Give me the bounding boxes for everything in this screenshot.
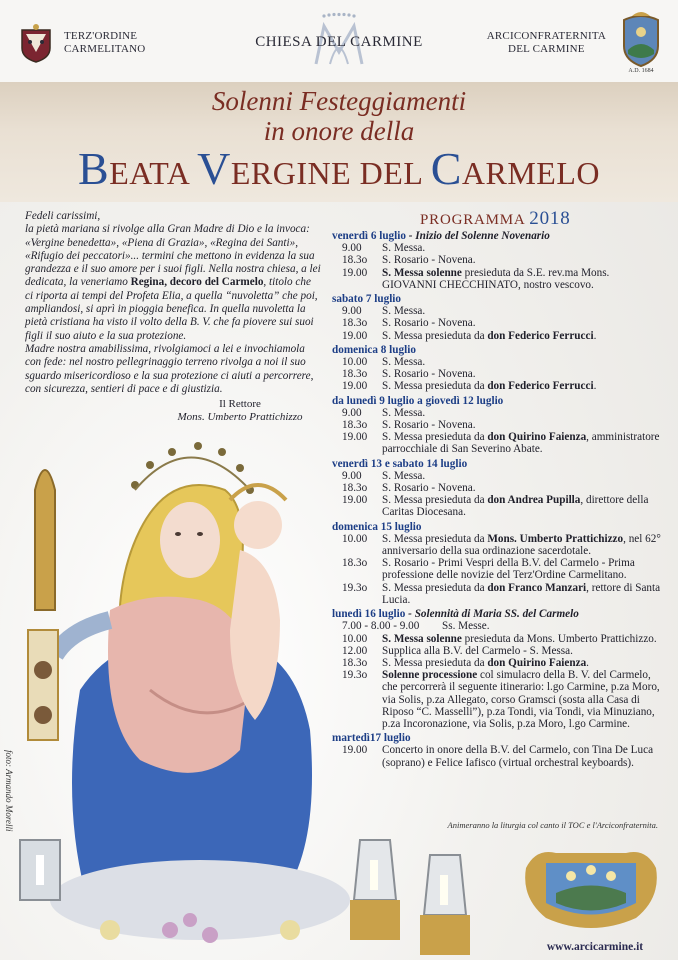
carmelite-crest-icon	[18, 22, 54, 64]
program-event-time: 9.00	[342, 305, 362, 318]
program-event-time: 18.3o	[342, 482, 368, 495]
intro-body-2: , titolo che ci riporta ai tempi del Profeta Elia, a quella “nuvoletta” che poi, ampliandosi, si aprì in pioggia benefica. In quella nuvoletta la pietà cristiana ha visto il volto della B. V. che fa piovere sui suoi figli il suo aiuto e la sua protezione.	[25, 276, 318, 342]
header-right-line1: ARCICONFRATERNITA	[486, 30, 606, 42]
program-event-time: 9.00	[342, 242, 362, 255]
website-link[interactable]: www.arcicarmine.it	[546, 941, 644, 953]
program-event-bold: don Federico Ferrucci	[487, 329, 594, 342]
header-left	[18, 22, 145, 64]
program-event	[332, 317, 662, 329]
program-day-date: venerdì 6 luglio	[332, 230, 406, 242]
program-event-pre: S. Messa presieduta da	[382, 532, 488, 545]
program-event-bold: don Andrea Pupilla	[487, 494, 581, 507]
header-right-line2: DEL CARMINE	[508, 43, 585, 55]
title-main	[0, 142, 678, 195]
header-left-line1: TERZ'ORDINE	[64, 30, 138, 42]
program-event	[332, 494, 662, 518]
program-event	[332, 380, 662, 392]
program-day-date: da lunedì 9 luglio a giovedì 12 luglio	[332, 394, 504, 407]
program-event-bold: don Franco Manzari	[487, 581, 587, 594]
program-event-time: 9.00	[342, 406, 362, 419]
program-event	[332, 356, 662, 368]
program-event-time: 18.3o	[342, 557, 368, 570]
program-day	[332, 293, 662, 342]
header-right	[487, 10, 664, 76]
program-event-text	[382, 744, 662, 768]
program-day	[332, 230, 662, 291]
program-event	[332, 330, 662, 342]
program-event-text	[382, 254, 662, 266]
program-event-text	[382, 380, 662, 392]
program-event-time: 9.00	[342, 469, 362, 482]
title-part-eata: EATA	[109, 155, 198, 191]
program-event	[332, 431, 662, 455]
program-event-bold: Solenne processione	[382, 669, 478, 682]
program-event-time: 10.00	[342, 632, 368, 645]
intro-highlight: Regina, decoro del Carmelo	[130, 276, 264, 289]
program-day-title	[332, 458, 662, 470]
program-event-pre: Supplica alla B.V. del Carmelo - S. Messa.	[382, 644, 573, 657]
program-event-text	[382, 407, 662, 419]
program-event-pre: S. Rosario - Novena.	[382, 317, 476, 330]
header-left-line2: CARMELITANO	[64, 43, 146, 55]
program-event-pre: S. Messa presieduta da	[382, 494, 488, 507]
parish-coat-of-arms-icon	[516, 838, 666, 938]
program-event-post: , rettore di Santa Lucia.	[382, 581, 661, 606]
program-event-text	[382, 242, 662, 254]
program-day-date: domenica 8 luglio	[332, 343, 416, 356]
program-day-title	[332, 732, 662, 744]
program-day-title	[332, 230, 662, 242]
program-event-pre: S. Messa.	[382, 242, 426, 255]
program-event	[332, 267, 662, 291]
program-day-subtitle: - Inizio del Solenne Novenario	[405, 230, 550, 242]
program-event-post: , direttore della Caritas Diocesana.	[382, 494, 649, 519]
program-event-pre: S. Rosario - Novena.	[382, 419, 476, 432]
program-event-text	[382, 419, 662, 431]
intro-paragraph-1	[25, 223, 321, 343]
signature-name: Mons. Umberto Prattichizzo	[177, 411, 303, 423]
program-event-text	[382, 305, 662, 317]
intro-salutation: Fedeli carissimi,	[25, 210, 101, 222]
program-event-time: 19.00	[342, 329, 368, 342]
program-event-time: 19.3o	[342, 581, 368, 594]
program-event-text	[382, 582, 662, 606]
title-cap-c: C	[430, 143, 462, 194]
program-event-bold: don Quirino Faienza	[487, 431, 587, 444]
program-event-pre: S. Messa.	[382, 406, 426, 419]
emblem-date: A.D. 1684	[628, 68, 654, 74]
signature-role: Il Rettore	[219, 398, 261, 410]
program-day-title	[332, 521, 662, 533]
program-event-time: 18.3o	[342, 317, 368, 330]
header	[0, 0, 678, 82]
program-event-text	[382, 368, 662, 380]
program-day-title	[332, 395, 662, 407]
program-day-date: venerdì 13 e sabato 14 luglio	[332, 457, 468, 470]
program-event-time: 19.00	[342, 266, 368, 279]
program-event-time: 19.00	[342, 494, 368, 507]
program-event-text	[382, 267, 662, 291]
program-event-time: 18.3o	[342, 254, 368, 267]
program-day-date: martedì17 luglio	[332, 732, 411, 745]
program-day-date: sabato 7 luglio	[332, 293, 402, 306]
program-event-pre: S. Rosario - Primi Vespri della B.V. del Carmelo - Prima professione delle novizie del Terz'Ordine Carmelitano.	[382, 557, 635, 582]
program-event	[332, 242, 662, 254]
program-event-time: 19.00	[342, 431, 368, 444]
program-event-pre: Ss. Messe.	[442, 620, 490, 633]
program-event-post: .	[586, 656, 589, 669]
program-event-pre: S. Messa.	[382, 356, 426, 369]
program-year: 2018	[529, 208, 571, 229]
title-cap-b: B	[78, 143, 110, 194]
program-event-time: 19.00	[342, 744, 368, 757]
program-day	[332, 458, 662, 519]
program-event-text	[382, 470, 662, 482]
program-event	[332, 533, 662, 557]
program-event	[332, 254, 662, 266]
program-event	[332, 669, 662, 730]
program-event-text	[382, 431, 662, 455]
program-event-pre: S. Rosario - Novena.	[382, 368, 476, 381]
photo-credit	[2, 750, 14, 832]
intro-body-1: la pietà mariana si rivolge alla Gran Madre di Dio e la invoca: «Vergine benedetta», «Piena di Grazia», «Regina dei Santi», «Rifugio dei peccatori»... termini che mettono in evidenza la sua grandezza e il suo amore per i suoi figli. Nella nostra chiesa, a lei dedicata, la veneriamo	[25, 223, 321, 289]
program-day-date: lunedì 16 luglio	[332, 608, 406, 621]
program-event-pre: S. Rosario - Novena.	[382, 482, 476, 495]
program-event-time: 7.00 - 8.00 - 9.00	[342, 620, 420, 633]
intro-paragraph-2: Madre nostra amabilissima, rivolgiamoci a lei e invochiamola con fede: nel nostro pellegrinaggio terreno rivolga a noi il suo sguardo misericordioso e la sua protezione ci aiuti a percorrere, con sicurezza, sentieri di pace e di giustizia.	[25, 342, 314, 395]
program-event-post: , nel 62° anniversario della sua ordinazione sacerdotale.	[382, 532, 661, 558]
program-day	[332, 344, 662, 393]
program-event	[332, 305, 662, 317]
program-event-text	[382, 633, 662, 645]
program-event-text	[442, 620, 662, 632]
program-event-text	[382, 317, 662, 329]
program-event-pre: S. Messa presieduta da	[382, 581, 488, 594]
lanterns-image	[330, 820, 520, 960]
program-event-time: 18.3o	[342, 656, 368, 669]
program-event-text	[382, 645, 662, 657]
program-event-text	[382, 494, 662, 518]
program-event-time: 10.00	[342, 356, 368, 369]
program-event-text	[382, 657, 662, 669]
program-event-text	[382, 533, 662, 557]
program-day	[332, 521, 662, 606]
program-heading	[420, 208, 650, 230]
program-event	[332, 582, 662, 606]
program-event-time: 18.3o	[342, 419, 368, 432]
program-event-text	[382, 356, 662, 368]
program-event-post: presieduta da S.E. rev.ma Mons. GIOVANNI CHECCHINATO, nostro vescovo.	[382, 266, 610, 291]
program-day	[332, 395, 662, 456]
program-footnote: Animeranno la liturgia col canto il TOC e l'Arciconfraternita.	[447, 820, 658, 830]
program-event-bold: S. Messa solenne	[382, 632, 462, 645]
program-event	[332, 633, 662, 645]
program-event-post: .	[593, 380, 597, 393]
signature	[150, 398, 330, 424]
program-event-pre: S. Messa.	[382, 469, 426, 482]
program-event	[332, 744, 662, 768]
program-event-time: 18.3o	[342, 368, 368, 381]
program-event-post: , amministratore parrocchiale di San Severino Abate.	[382, 431, 660, 456]
program-event-pre: S. Messa presieduta da	[382, 380, 488, 393]
program-event-bold: don Quirino Faienza	[487, 656, 587, 669]
program-event-post: col simulacro della B. V. del Carmelo, che percorrerà il seguente itinerario: l.go Carmine, p.za Moro, via Solis, p.za Allegato, corso Gramsci (sosta alla Casa di Riposo “C. Masselli”), p.za Tondi, via Tondi, via Minuziano, p.za Incoronazione, via Solis, p.za Moro, l.go Carmine.	[382, 669, 660, 730]
program-event-bold: S. Messa solenne	[382, 266, 462, 279]
program-event	[332, 419, 662, 431]
program-event	[332, 620, 662, 632]
program-heading-text: PROGRAMMA	[420, 212, 525, 228]
program-event-time: 12.00	[342, 644, 368, 657]
confraternity-emblem-icon	[618, 10, 664, 68]
program-event-text	[382, 557, 662, 581]
title-part-armelo: ARMELO	[461, 155, 600, 191]
intro-letter	[25, 210, 321, 396]
program-day	[332, 732, 662, 769]
program-day-date: domenica 15 luglio	[332, 520, 422, 533]
title-line1: Solenni Festeggiamenti	[211, 86, 467, 116]
program-event-time: 10.00	[342, 532, 368, 545]
program-event-post: presieduta da Mons. Umberto Prattichizzo.	[461, 632, 657, 645]
program-event	[332, 470, 662, 482]
church-name: CHIESA DEL CARMINE	[255, 34, 423, 50]
title-cap-v: V	[197, 143, 231, 194]
program-event-time: 19.00	[342, 380, 368, 393]
title-part-ergine: ERGINE DEL	[230, 155, 431, 191]
program-event-bold: don Federico Ferrucci	[487, 380, 594, 393]
program-event	[332, 368, 662, 380]
program-event-text	[382, 669, 662, 730]
program-event	[332, 482, 662, 494]
program-day-subtitle: - Solennità di Maria SS. del Carmelo	[405, 608, 579, 621]
program-event	[332, 645, 662, 657]
header-center	[244, 12, 434, 72]
program-day-title	[332, 344, 662, 356]
program-event-pre: S. Messa presieduta da	[382, 656, 488, 669]
program-event	[332, 557, 662, 581]
program-event-pre: Concerto in onore della B.V. del Carmelo, con Tina De Luca (soprano) e Felice Iafisco (virtual orchestral keyboards).	[382, 744, 654, 769]
program-event	[332, 407, 662, 419]
program-event-bold: Mons. Umberto Prattichizzo	[487, 532, 624, 545]
program-event-text	[382, 482, 662, 494]
program-event-pre: S. Messa presieduta da	[382, 329, 488, 342]
program-event-post: .	[593, 329, 597, 342]
program-event	[332, 657, 662, 669]
program-day-title	[332, 608, 662, 620]
program-event-pre: S. Messa.	[382, 305, 426, 318]
program-day	[332, 608, 662, 730]
photo-credit-text: foto: Armando Morelli	[4, 750, 14, 832]
program-event-time: 19.3o	[342, 669, 368, 682]
program-event-text	[382, 330, 662, 342]
program-list	[332, 228, 662, 769]
program-event-pre: S. Messa presieduta da	[382, 431, 488, 444]
program-day-title	[332, 293, 662, 305]
program-event-pre: S. Rosario - Novena.	[382, 254, 476, 267]
title-line2: in onore della	[263, 116, 415, 146]
